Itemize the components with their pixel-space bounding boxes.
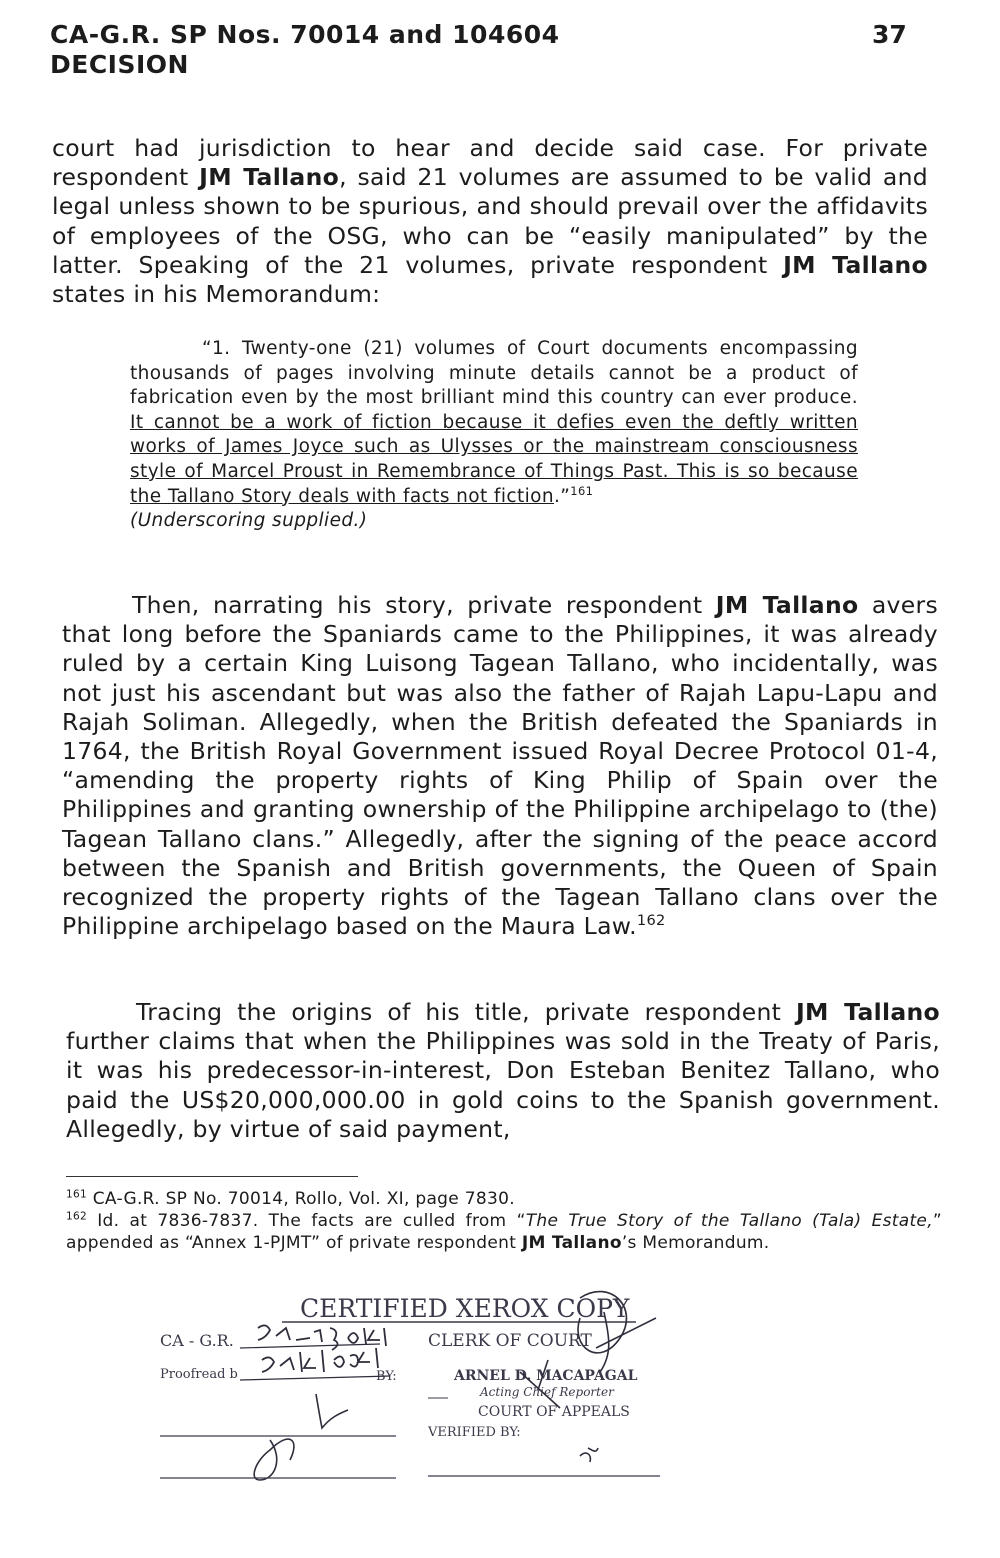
stamp-by: BY: — [376, 1369, 397, 1384]
stamp-court: COURT OF APPEALS — [478, 1404, 630, 1420]
party-name: JM Tallano — [715, 591, 859, 619]
stamp-clerk: CLERK OF COURT — [428, 1331, 592, 1351]
stamp-name: ARNEL D. MACAPAGAL — [454, 1368, 638, 1384]
block-quote: “1. Twenty-one (21) volumes of Court documents encompassing thousands of pages involving minute details cannot be a product of fabrication even by the most brilliant mind this country can ever produce. It cannot be a work of fiction because it defies even the deftly written works of James Joyce such as Ulysses or the mainstream consciousness style of Marcel Proust in Remembrance of Things Past. This is so because the Tallano Story deals with facts not fiction.”$^{161}$ (Underscoring supplied.) — [130, 338, 858, 532]
party-name: JM Tallano — [199, 163, 340, 192]
page-number: 37 — [872, 20, 907, 49]
footnote-161: $^{161}$ CA-G.R. SP No. 70014, Rollo, Vol. XI, page 7830. — [66, 1188, 515, 1209]
stamp-position: Acting Chief Reporter — [480, 1385, 614, 1399]
handwritten-signatures — [254, 1292, 656, 1480]
stamp-title: CERTIFIED XEROX COPY — [300, 1294, 630, 1323]
party-name: JM Tallano — [795, 998, 940, 1026]
underscored-passage: It cannot be a work of fiction because it defies even the deftly written works of James Joyce such as Ulysses or the mainstream consciousness style of Marcel Proust in Remembrance of Things Past. This is so because the Tallano Story deals with facts not fiction — [130, 411, 858, 507]
footnote-ref: 161 — [570, 483, 594, 498]
quote-note: (Underscoring supplied.) — [130, 510, 368, 532]
handwritten-case-numbers — [240, 1325, 390, 1380]
body-paragraph-3: Tracing the origins of his title, private respondent JM Tallano further claims that when the Philippines was sold in the Treaty of Paris, it was his predecessor-in-interest, Don Esteban Benitez Tallano, who paid the US$20,000,000.00 in gold coins to the Spanish government. Allegedly, by virtue of said payment, — [66, 998, 940, 1143]
party-name: JM Tallano — [783, 250, 928, 279]
document-type-header: DECISION — [50, 50, 189, 79]
stamp-case-label: CA - G.R. — [160, 1331, 234, 1350]
body-paragraph-2: Then, narrating his story, private respondent JM Tallano avers that long before the Spaniards came to the Philippines, it was already ruled by a certain King Luisong Tagean Tallano, who incidentally, was not just his ascendant but was also the father of Rajah Lapu-Lapu and Rajah Soliman. Allegedly, when the British defeated the Spaniards in 1764, the British Royal Government issued Royal Decree Protocol 01-4, “amending the property rights of King Philip of Spain over the Philippines and granting ownership of the Philippine archipelago to (the) Tagean Tallano clans.” Allegedly, after the signing of the peace accord between the Spanish and British governments, the Queen of Spain recognized the property rights of the Tagean Tallano clans over the Philippine archipelago based on the Maura Law.$^{162}$ — [62, 591, 939, 941]
footnote-162: $^{162}$ Id. at 7836-7837. The facts are culled from “The True Story of the Tallano (Tala) Estate,” appended as “Annex 1-PJMT” of private respondent JM Tallano’s Memorandum. — [66, 1210, 943, 1253]
body-paragraph-1: court had jurisdiction to hear and decide said case. For private respondent JM Tallano, said 21 volumes are assumed to be valid and legal unless shown to be spurious, and should prevail over the affidavits of employees of the OSG, who can be “easily manipulated” by the latter. Speaking of the 21 volumes, private respondent JM Tallano states in his Memorandum: — [52, 134, 928, 309]
case-number-header: CA-G.R. SP Nos. 70014 and 104604 — [50, 20, 560, 49]
stamp-proofread-label: Proofread b — [160, 1367, 238, 1382]
stamp-verified: VERIFIED BY: — [428, 1425, 521, 1440]
footnote-ref: 162 — [636, 912, 666, 930]
footnote-divider — [66, 1176, 358, 1177]
